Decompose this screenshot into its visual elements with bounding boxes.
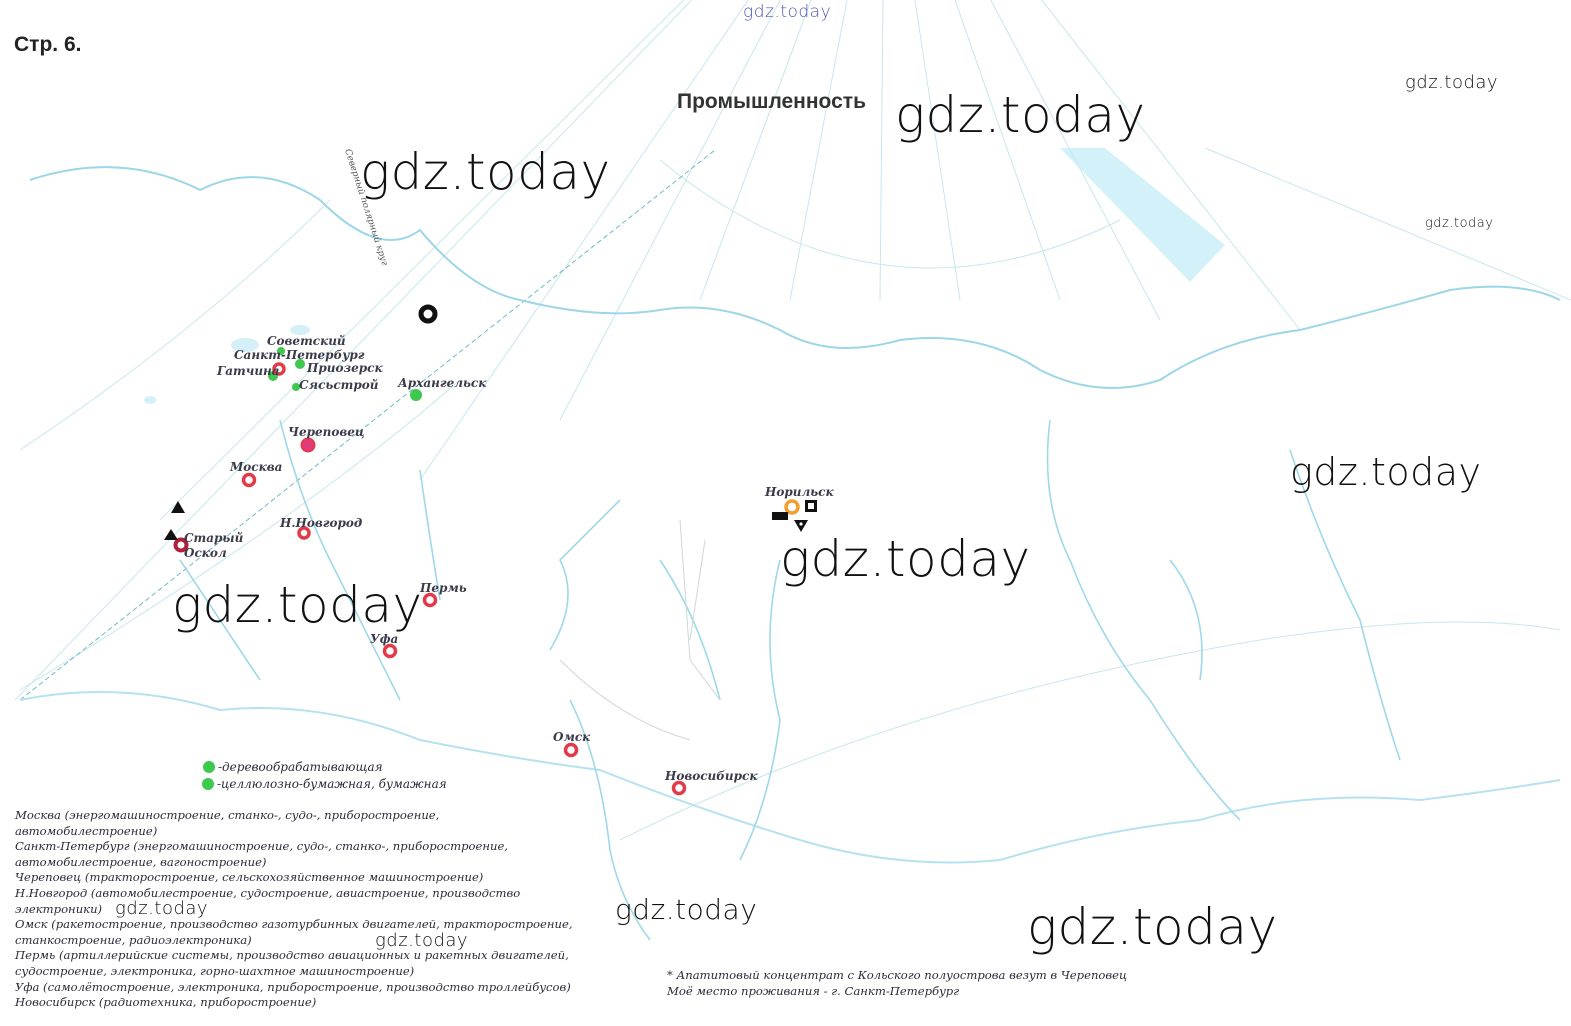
note-line: Череповец (тракторостроение, сельскохозяйственное машиностроение) [15,870,484,885]
watermark: gdz.today [615,893,758,926]
note-line: Пермь (артиллерийские системы, производство авиационных и ракетных двигателей, [15,948,569,963]
watermark: gdz.today [780,530,1031,588]
lake [144,396,156,404]
city-label-moscow: Москва [230,460,283,474]
watermark: gdz.today [743,2,832,22]
city-label-cherepovets: Череповец [288,425,365,439]
watermark: gdz.today [115,898,209,919]
red-filled-marker [302,439,315,452]
note-line: автомобилестроение) [15,823,158,838]
legend-green-dot [203,761,215,773]
legend-item-pulp-paper: -целлюлозно-бумажная, бумажная [217,777,447,791]
note-line: станкостроение, радиоэлектроника) [15,932,252,947]
footnote-apatite: * Апатитовый концентрат с Кольского полуострова везут в Череповец [667,968,1128,982]
black-bar-marker [772,512,788,520]
railways [560,520,720,740]
city-label-syasstroy: Сясьстрой [299,378,379,392]
note-line: судостроение, электроника, горно-шахтное машиностроение) [15,963,415,978]
red-ring-marker [385,646,396,657]
note-line: Санкт-Петербург (энергомашиностроение, судо-, станко-, приборостроение, [15,839,508,854]
city-label-novosibirsk: Новосибирск [665,769,758,783]
footnotes [667,968,1127,999]
note-line: Омск (ракетостроение, производство газотурбинных двигателей, тракторостроение, [15,917,573,932]
note-line: автомобилестроение, вагоностроение) [15,854,267,869]
city-label-gatchina: Гатчина [217,364,280,378]
apatite-marker [421,307,435,321]
city-label-sovetsky: Советский [267,334,346,348]
city-label-ufa: Уфа [370,632,399,646]
city-label-omsk: Омск [553,730,591,744]
note-line: электроники) [15,901,103,916]
footnote-residence: Моё место проживания - г. Санкт-Петербург [667,983,960,998]
industry-notes [15,808,625,1011]
ore-triangle-marker [164,529,178,540]
city-label-norilsk: Норильск [765,485,834,499]
note-line: Н.Новгород (автомобилестроение, судостроение, авиастроение, производство [15,885,521,900]
legend-green-dot [202,778,214,790]
map-title: Промышленность [677,90,866,113]
city-label-nizhny-novgorod: Н.Новгород [280,516,363,530]
watermark: gdz.today [1405,72,1499,93]
watermark: gdz.today [1425,216,1494,231]
map-markers [164,307,817,794]
orange-ring-marker [786,501,798,513]
note-line: Новосибирск (радиотехника, приборостроение) [15,995,317,1010]
arctic-ice-area [1060,148,1225,282]
meridian-grid [15,0,1571,840]
red-ring-marker [425,595,436,606]
watermark: gdz.today [1027,898,1278,956]
watermark: gdz.today [172,576,423,634]
city-label-stary-oskol: Старый Оскол [184,531,244,560]
watermark: gdz.today [895,86,1146,144]
note-line: Уфа (самолётостроение, электроника, приборостроение, производство троллейбусов) [15,979,571,994]
watermark: gdz.today [1290,450,1482,494]
arctic-circle-label: Северный полярный круг [342,147,390,267]
legend-item-woodworking: -деревообрабатывающая [218,760,383,774]
page-label: Стр. 6. [14,33,82,56]
city-label-saint-petersburg: Санкт-Петербург [234,348,365,362]
red-ring-marker [566,745,577,756]
city-label-arkhangelsk: Архангельск [398,376,487,390]
city-label-perm: Пермь [420,581,467,595]
watermark: gdz.today [360,143,611,201]
city-label-priozersk: Приозерск [307,361,383,375]
red-ring-marker [674,783,685,794]
green-marker [410,389,422,401]
red-ring-marker [244,475,255,486]
note-line: Москва (энергомашиностроение, станко-, судо-, приборостроение, [15,808,440,822]
watermark: gdz.today [375,930,469,951]
